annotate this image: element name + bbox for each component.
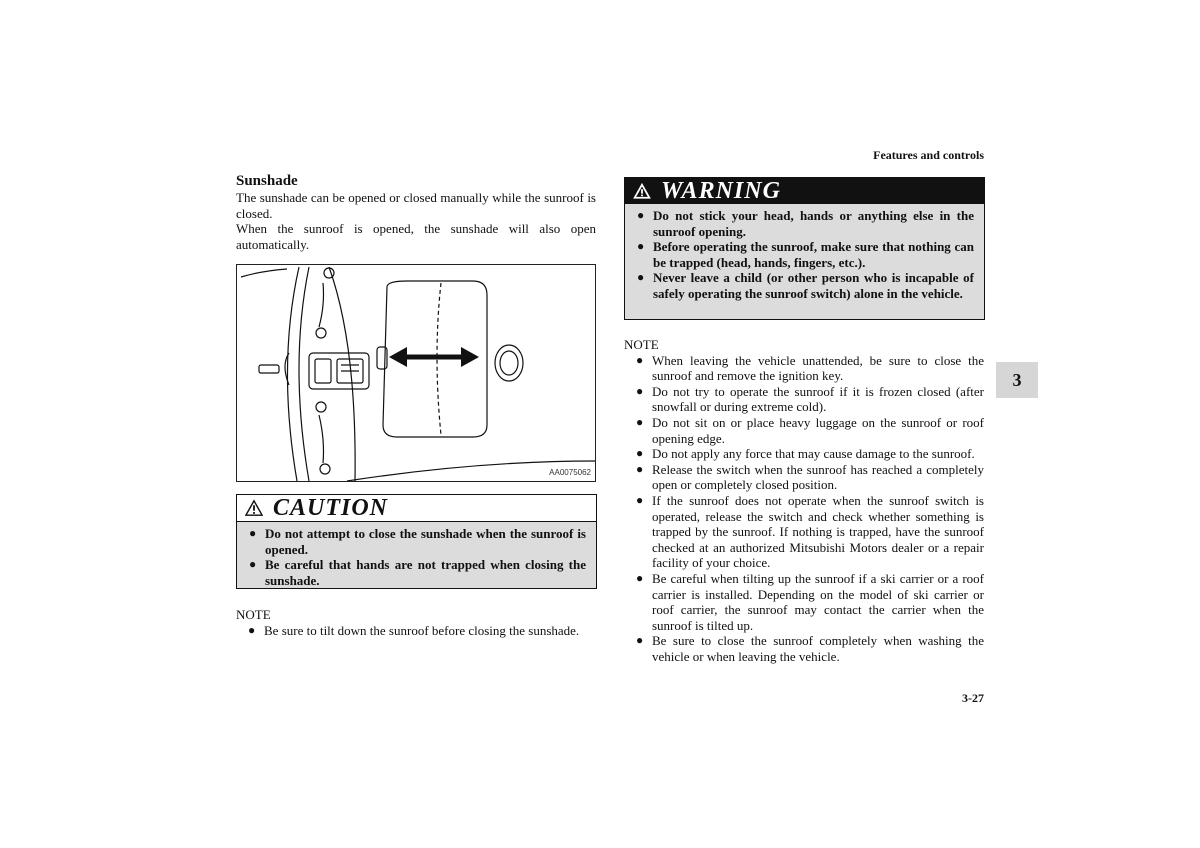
note-label: NOTE: [236, 607, 271, 622]
note-list: [624, 353, 984, 665]
paragraph: When the sunroof is opened, the sunshade will also open automatically.: [236, 221, 596, 252]
list-item: ● Do not apply any force that may cause damage to the sunroof.: [636, 446, 975, 462]
list-item: ● Be sure to close the sunroof completely when washing the vehicle or when leaving the vehicle.: [636, 633, 984, 664]
paragraph: The sunshade can be opened or closed manually while the sunroof is closed.: [236, 190, 596, 221]
caution-list: [237, 522, 596, 594]
note-list: [236, 623, 596, 639]
list-item: ● Before operating the sunroof, make sure that nothing can be trapped (head, hands, fingers, etc.).: [637, 239, 974, 270]
figure-code: AA0075062: [549, 468, 591, 477]
warning-box: [624, 177, 985, 320]
list-item: ● Never leave a child (or other person who is incapable of safely operating the sunroof switch) alone in the vehicle.: [637, 270, 974, 301]
list-item: ● Do not sit on or place heavy luggage on the sunroof or roof opening edge.: [636, 414, 984, 446]
caution-box: [236, 494, 597, 589]
list-item: ● Do not attempt to close the sunshade when the sunroof is opened.: [249, 526, 586, 557]
roof-diagram: [237, 265, 595, 481]
double-arrow-icon: [389, 347, 479, 367]
warning-title: WARNING: [661, 177, 781, 204]
warning-list: [625, 204, 984, 308]
list-item: ● Release the switch when the sunroof has reached a completely open or completely closed position.: [636, 461, 984, 493]
list-item: ● Be careful when tilting up the sunroof if a ski carrier or a roof carrier is installed. Depending on the model of ski carrier or roof carrier, the sunroof may contact the carrier when the sunroof is tilted up.: [636, 570, 984, 633]
running-header: Features and controls: [873, 148, 984, 162]
note-left: [236, 607, 596, 638]
list-item: ● Do not try to operate the sunroof if it is frozen closed (after snowfall or during extreme cold).: [636, 383, 984, 415]
warning-triangle-icon: [245, 499, 263, 517]
sunshade-section: [236, 172, 596, 252]
list-item: ● Be sure to tilt down the sunroof before closing the sunshade.: [248, 622, 580, 638]
list-item: ● Be careful that hands are not trapped when closing the sunshade.: [249, 557, 586, 588]
caution-header: [237, 495, 596, 522]
warning-header: [625, 178, 984, 204]
section-title: Sunshade: [236, 173, 298, 189]
chapter-number: 3: [1012, 370, 1022, 390]
caution-title: CAUTION: [273, 494, 389, 521]
sunroof-illustration: [236, 264, 596, 482]
list-item: ● Do not stick your head, hands or anything else in the sunroof opening.: [637, 208, 974, 239]
warning-triangle-icon: [633, 182, 651, 200]
list-item: ● When leaving the vehicle unattended, be sure to close the sunroof and remove the ignition key.: [636, 352, 984, 384]
page-number: 3-27: [962, 691, 984, 705]
note-label: NOTE: [624, 337, 659, 352]
list-item: ● If the sunroof does not operate when the sunroof switch is operated, release the switch and check whether something is trapped by the sunroof. If nothing is trapped, have the sunroof checked at an authorized Mitsubishi Motors dealer or a repair facility of your choice.: [636, 492, 984, 571]
chapter-tab: [996, 362, 1038, 398]
note-right: [624, 337, 984, 664]
